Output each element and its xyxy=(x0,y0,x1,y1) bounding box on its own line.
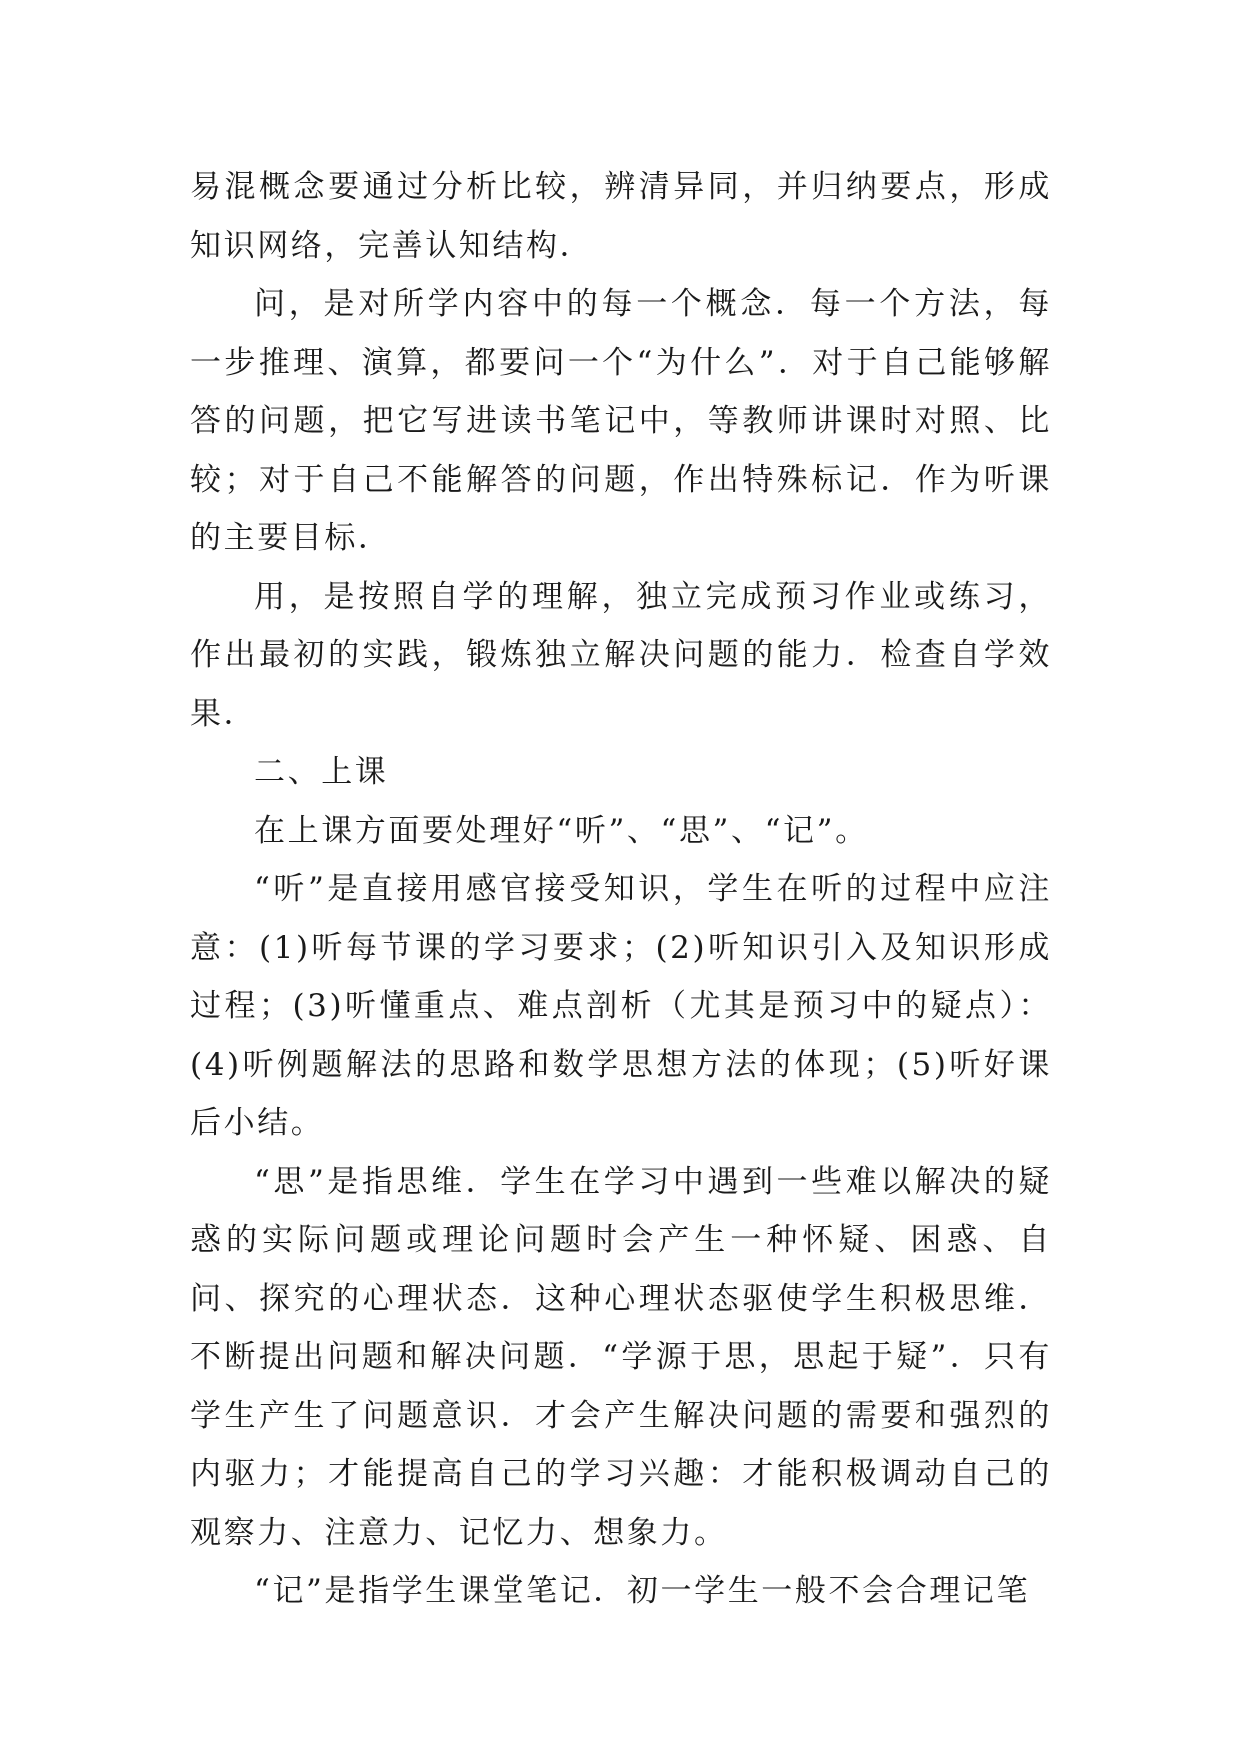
paragraph-7: “记”是指学生课堂笔记．初一学生一般不会合理记笔 xyxy=(254,1573,1031,1609)
section-heading: 二、上课 xyxy=(254,754,389,790)
paragraph-5: “听”是直接用感官接受知识，学生在听的过程中应注意：(1)听每节课的学习要求；(2)听知识引入及知识形成过程；(3)听懂重点、难点剖析（尤其是预习中的疑点）：(4)听例题解法的思路和数学思想方法的体现；(5)听好课后小结。 xyxy=(190,871,1052,1141)
paragraph-2: 问，是对所学内容中的每一个概念．每一个方法，每一步推理、演算，都要问一个“为什么”．对于自己能够解答的问题，把它写进读书笔记中，等教师讲课时对照、比较；对于自己不能解答的问题，作出特殊标记．作为听课的主要目标． xyxy=(190,286,1052,556)
paragraph-4: 在上课方面要处理好“听”、“思”、“记”。 xyxy=(254,812,869,849)
paragraph-6: “思”是指思维．学生在学习中遇到一些难以解决的疑惑的实际问题或理论问题时会产生一种怀疑、困惑、自问、探究的心理状态．这种心理状态驱使学生积极思维．不断提出问题和解决问题．“学源于思，思起于疑”．只有学生产生了问题意识．才会产生解决问题的需要和强烈的内驱力；才能提高自己的学习兴趣：才能积极调动自己的观察力、注意力、记忆力、想象力。 xyxy=(190,1163,1052,1551)
document-body xyxy=(190,158,1052,1621)
paragraph-3: 用，是按照自学的理解，独立完成预习作业或练习，作出最初的实践，锻炼独立解决问题的能力．检查自学效果． xyxy=(190,578,1052,732)
paragraph-1: 易混概念要通过分析比较，辨清异同，并归纳要点，形成知识网络，完善认知结构． xyxy=(190,169,1052,264)
